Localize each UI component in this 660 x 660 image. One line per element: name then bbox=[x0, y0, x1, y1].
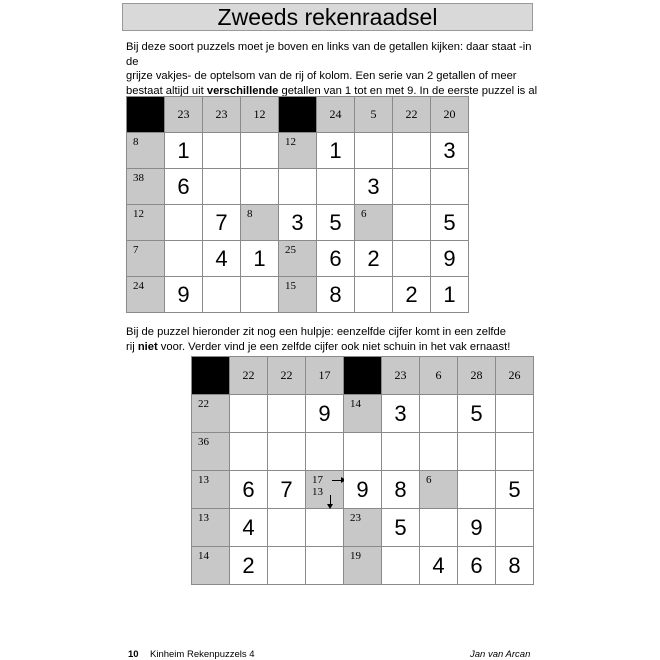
puzzle-2-grid bbox=[191, 356, 534, 585]
row-sum-cell bbox=[192, 471, 230, 509]
answer-cell[interactable]: 5 bbox=[496, 471, 534, 509]
answer-cell[interactable]: 4 bbox=[203, 241, 241, 277]
answer-cell[interactable] bbox=[165, 205, 203, 241]
answer-cell[interactable] bbox=[306, 509, 344, 547]
sum-clue: 13 bbox=[198, 512, 209, 524]
answer-cell[interactable] bbox=[306, 547, 344, 585]
answer-cell[interactable]: 6 bbox=[458, 547, 496, 585]
sum-clue: 8 bbox=[133, 136, 139, 148]
answer-cell[interactable] bbox=[241, 133, 279, 169]
row-sum-cell bbox=[344, 395, 382, 433]
puzzle-2-row bbox=[192, 509, 534, 547]
answer-cell[interactable]: 1 bbox=[431, 277, 469, 313]
sum-clue: 25 bbox=[285, 244, 296, 256]
answer-cell[interactable] bbox=[203, 169, 241, 205]
answer-cell[interactable] bbox=[431, 169, 469, 205]
page-number: 10 bbox=[128, 649, 139, 660]
puzzle-2-row bbox=[192, 395, 534, 433]
answer-cell[interactable] bbox=[382, 433, 420, 471]
column-sum-cell: 17 bbox=[306, 357, 344, 395]
intro-emphasis: verschillende bbox=[206, 84, 279, 97]
column-sum-cell: 20 bbox=[431, 97, 469, 133]
answer-cell[interactable]: 2 bbox=[393, 277, 431, 313]
answer-cell[interactable] bbox=[241, 277, 279, 313]
sum-clue: 12 bbox=[133, 208, 144, 220]
answer-cell[interactable] bbox=[268, 547, 306, 585]
middle-text bbox=[126, 325, 546, 354]
answer-cell[interactable]: 8 bbox=[496, 547, 534, 585]
answer-cell[interactable]: 5 bbox=[317, 205, 355, 241]
row-sum-cell bbox=[344, 547, 382, 585]
row-sum-cell bbox=[127, 205, 165, 241]
answer-cell[interactable] bbox=[317, 169, 355, 205]
answer-cell[interactable] bbox=[496, 395, 534, 433]
row-sum-cell bbox=[420, 471, 458, 509]
answer-cell[interactable] bbox=[496, 433, 534, 471]
column-sum-cell: 24 bbox=[317, 97, 355, 133]
answer-cell[interactable] bbox=[241, 169, 279, 205]
puzzle-1-row bbox=[127, 205, 469, 241]
black-cell bbox=[279, 97, 317, 133]
answer-cell[interactable]: 9 bbox=[431, 241, 469, 277]
middle-line-1: Bij de puzzel hieronder zit nog een hulpje: eenzelfde cijfer komt in een zelfde bbox=[126, 326, 506, 338]
puzzle-1-row bbox=[127, 241, 469, 277]
answer-cell[interactable] bbox=[230, 395, 268, 433]
answer-cell[interactable] bbox=[203, 277, 241, 313]
row-sum-cell bbox=[127, 241, 165, 277]
answer-cell[interactable] bbox=[393, 169, 431, 205]
answer-cell[interactable]: 6 bbox=[230, 471, 268, 509]
column-sum-cell: 22 bbox=[393, 97, 431, 133]
page-title: Zweeds rekenraadsel bbox=[122, 3, 533, 31]
answer-cell[interactable]: 9 bbox=[165, 277, 203, 313]
black-cell bbox=[192, 357, 230, 395]
sum-clue: 15 bbox=[285, 280, 296, 292]
answer-cell[interactable] bbox=[268, 433, 306, 471]
answer-cell[interactable] bbox=[344, 433, 382, 471]
intro-line-3c: getallen van 1 tot en met 9. In de eerste puzzel is al bbox=[278, 84, 538, 97]
column-sum-cell: 23 bbox=[382, 357, 420, 395]
puzzle-2-header-row bbox=[192, 357, 534, 395]
answer-cell[interactable]: 6 bbox=[165, 169, 203, 205]
column-sum-cell: 22 bbox=[230, 357, 268, 395]
answer-cell[interactable]: 7 bbox=[203, 205, 241, 241]
answer-cell[interactable] bbox=[393, 241, 431, 277]
answer-cell[interactable]: 3 bbox=[355, 169, 393, 205]
book-title: Kinheim Rekenpuzzels 4 bbox=[150, 649, 255, 660]
answer-cell[interactable] bbox=[420, 395, 458, 433]
sum-clue: 36 bbox=[198, 436, 209, 448]
puzzle-2-row bbox=[192, 433, 534, 471]
row-sum-cell bbox=[192, 547, 230, 585]
sum-clue: 12 bbox=[285, 136, 296, 148]
sum-clue: 19 bbox=[350, 550, 361, 562]
answer-cell[interactable]: 8 bbox=[382, 471, 420, 509]
answer-cell[interactable]: 7 bbox=[268, 471, 306, 509]
column-sum-cell: 22 bbox=[268, 357, 306, 395]
answer-cell[interactable] bbox=[268, 509, 306, 547]
middle-line-2c: voor. Verder vind je een zelfde cijfer ook niet schuin in het vak ernaast! bbox=[157, 340, 511, 353]
author-name: Jan van Arcan bbox=[470, 649, 531, 660]
column-sum-cell: 28 bbox=[458, 357, 496, 395]
row-sum-cell bbox=[279, 277, 317, 313]
arrow-down-icon bbox=[330, 495, 331, 506]
sum-clue: 17 bbox=[312, 474, 323, 486]
puzzle-1-row bbox=[127, 133, 469, 169]
sum-clue: 23 bbox=[350, 512, 361, 524]
puzzle-2-row bbox=[192, 471, 534, 509]
answer-cell[interactable] bbox=[458, 471, 496, 509]
answer-cell[interactable] bbox=[355, 277, 393, 313]
intro-line-3a: bestaat altijd uit bbox=[126, 84, 207, 97]
sum-clue: 7 bbox=[133, 244, 139, 256]
middle-emphasis: niet bbox=[137, 340, 158, 353]
puzzle-1-grid bbox=[126, 96, 469, 313]
row-sum-cell bbox=[279, 133, 317, 169]
answer-cell[interactable] bbox=[230, 433, 268, 471]
answer-cell[interactable]: 4 bbox=[420, 547, 458, 585]
middle-line-2 bbox=[126, 340, 546, 355]
answer-cell[interactable]: 9 bbox=[344, 471, 382, 509]
answer-cell[interactable]: 5 bbox=[382, 509, 420, 547]
column-sum-cell: 26 bbox=[496, 357, 534, 395]
answer-cell[interactable]: 2 bbox=[355, 241, 393, 277]
answer-cell[interactable]: 3 bbox=[279, 205, 317, 241]
answer-cell[interactable]: 8 bbox=[317, 277, 355, 313]
answer-cell[interactable]: 9 bbox=[458, 509, 496, 547]
column-sum-cell: 6 bbox=[420, 357, 458, 395]
answer-cell[interactable] bbox=[496, 509, 534, 547]
puzzle-1-header-row bbox=[127, 97, 469, 133]
arrow-right-icon bbox=[332, 480, 343, 481]
sum-clue: 6 bbox=[361, 208, 367, 220]
sum-clue: 14 bbox=[198, 550, 209, 562]
answer-cell[interactable] bbox=[420, 509, 458, 547]
column-sum-cell: 23 bbox=[203, 97, 241, 133]
answer-cell[interactable] bbox=[458, 433, 496, 471]
column-sum-cell: 12 bbox=[241, 97, 279, 133]
row-sum-cell bbox=[241, 205, 279, 241]
answer-cell[interactable]: 9 bbox=[306, 395, 344, 433]
answer-cell[interactable]: 1 bbox=[241, 241, 279, 277]
answer-cell[interactable] bbox=[382, 547, 420, 585]
answer-cell[interactable] bbox=[393, 133, 431, 169]
answer-cell[interactable]: 3 bbox=[431, 133, 469, 169]
answer-cell[interactable]: 3 bbox=[382, 395, 420, 433]
row-sum-cell bbox=[127, 169, 165, 205]
answer-cell[interactable]: 1 bbox=[317, 133, 355, 169]
row-sum-cell bbox=[344, 509, 382, 547]
middle-line-2a: rij bbox=[126, 340, 138, 353]
row-sum-cell bbox=[192, 395, 230, 433]
puzzle-1-row bbox=[127, 169, 469, 205]
answer-cell[interactable] bbox=[420, 433, 458, 471]
sum-clue: 14 bbox=[350, 398, 361, 410]
black-cell bbox=[344, 357, 382, 395]
row-sum-cell bbox=[192, 433, 230, 471]
puzzle-2-row bbox=[192, 547, 534, 585]
row-sum-cell bbox=[127, 133, 165, 169]
row-sum-cell bbox=[306, 471, 344, 509]
answer-cell[interactable]: 2 bbox=[230, 547, 268, 585]
answer-cell[interactable]: 5 bbox=[431, 205, 469, 241]
sum-clue: 22 bbox=[198, 398, 209, 410]
intro-line-2: grijze vakjes- de optelsom van de rij of kolom. Een serie van 2 getallen of meer bbox=[126, 70, 517, 82]
sum-clue: 6 bbox=[426, 474, 432, 486]
black-cell bbox=[127, 97, 165, 133]
column-sum-cell: 23 bbox=[165, 97, 203, 133]
answer-cell[interactable]: 1 bbox=[165, 133, 203, 169]
sum-clue: 8 bbox=[247, 208, 253, 220]
row-sum-cell bbox=[127, 277, 165, 313]
answer-cell[interactable] bbox=[203, 133, 241, 169]
answer-cell[interactable] bbox=[268, 395, 306, 433]
answer-cell[interactable] bbox=[393, 205, 431, 241]
answer-cell[interactable]: 4 bbox=[230, 509, 268, 547]
answer-cell[interactable] bbox=[355, 133, 393, 169]
answer-cell[interactable] bbox=[306, 433, 344, 471]
row-sum-cell bbox=[355, 205, 393, 241]
intro-line-1: Bij deze soort puzzels moet je boven en links van de getallen kijken: daar staat -in de bbox=[126, 41, 532, 68]
row-sum-cell bbox=[279, 241, 317, 277]
sum-clue-lower: 13 bbox=[312, 486, 323, 498]
sum-clue: 24 bbox=[133, 280, 144, 292]
row-sum-cell bbox=[192, 509, 230, 547]
sum-clue: 38 bbox=[133, 172, 144, 184]
answer-cell[interactable] bbox=[165, 241, 203, 277]
answer-cell[interactable]: 6 bbox=[317, 241, 355, 277]
column-sum-cell: 5 bbox=[355, 97, 393, 133]
puzzle-1-row bbox=[127, 277, 469, 313]
answer-cell[interactable] bbox=[279, 169, 317, 205]
sum-clue: 13 bbox=[198, 474, 209, 486]
answer-cell[interactable]: 5 bbox=[458, 395, 496, 433]
